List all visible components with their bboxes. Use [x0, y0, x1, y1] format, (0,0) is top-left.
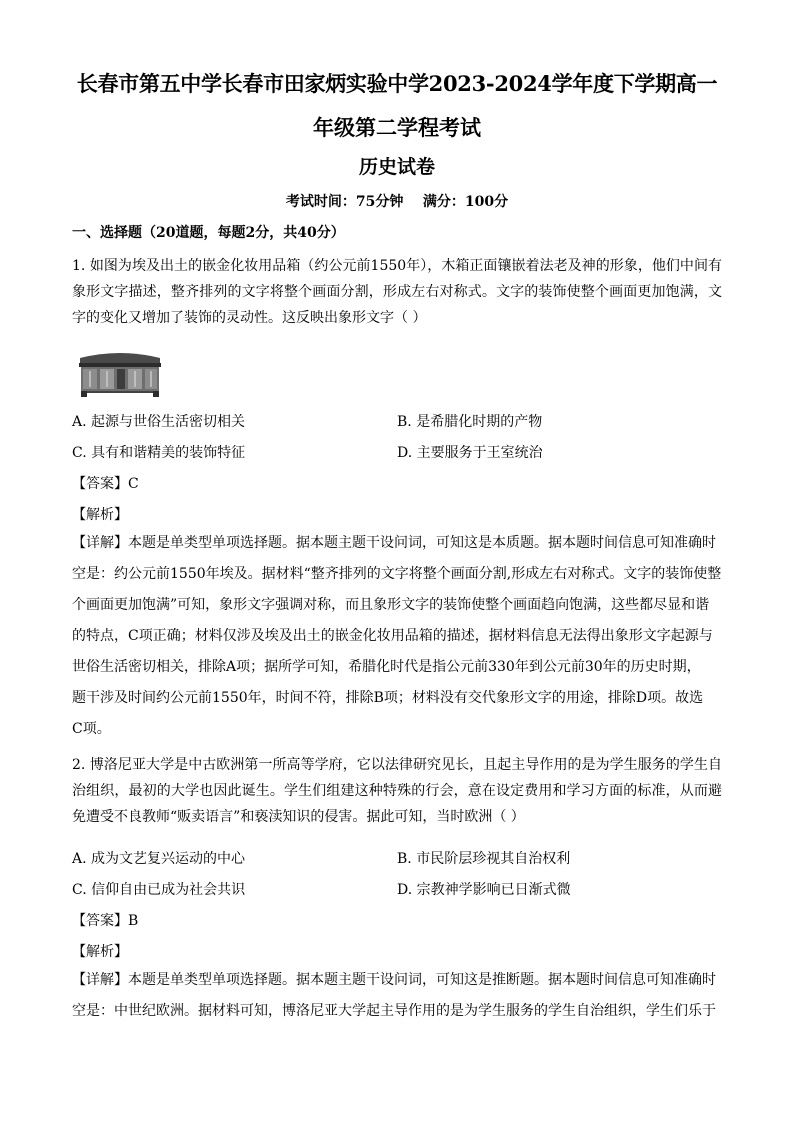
exam-title-line2: 年级第二学程考试: [313, 115, 481, 140]
question-1-stem: 1. 如图为埃及出土的嵌金化妆用品箱（约公元前1550年），木箱正面镶嵌着法老及神的形象，他们中间有象形文字描述，整齐排列的文字将整个画面分割，形成左右对称式。文字的装饰使整个画面更加饱满，文字的变化又增加了装饰的灵动性。这反映出象形文字（ ）: [72, 258, 722, 326]
q1-detail-line: 的特点，C项正确；材料仅涉及埃及出土的嵌金化妆用品箱的描述，据材料信息无法得出象形文字起源与: [72, 628, 713, 644]
q1-detail-line: 个画面更加饱满”可知，象形文字强调对称，而且象形文字的装饰使整个画面趋向饱满，这些都尽显和谐: [72, 597, 710, 613]
q2-option-a: A. 成为文艺复兴运动的中心: [72, 851, 246, 867]
q2-option-b: B. 市民阶层珍视其自治权利: [397, 851, 571, 867]
q1-detail-line: 题干涉及时间约公元前1550年，时间不符，排除B项；材料没有交代象形文字的用途，排除D项。故选: [72, 690, 704, 706]
q2-detail-line: 【详解】本题是单类型单项选择题。据本题主题干设问词，可知这是推断题。据本题时间信息可知准确时: [72, 972, 716, 988]
exam-info: 考试时间：75分钟 满分：100分: [285, 194, 509, 210]
q1-analysis-label: 【解析】: [72, 507, 128, 523]
q1-option-b: B. 是希腊化时期的产物: [397, 414, 543, 430]
subject-title: 历史试卷: [358, 156, 435, 178]
q1-option-d: D. 主要服务于王室统治: [397, 445, 543, 461]
exam-title-line1: 长春市第五中学长春市田家炳实验中学2023-2024学年度下学期高一: [76, 71, 718, 96]
q1-detail-line: C项。: [72, 721, 111, 737]
q2-detail-line: 空是：中世纪欧洲。据材料可知，博洛尼亚大学起主导作用的是为学生服务的学生自治组织，学生们乐于: [72, 1003, 716, 1019]
section-heading: 一、选择题（20道题，每题2分，共40分）: [72, 225, 345, 241]
q1-detail-line: 世俗生活密切相关，排除A项；据所学可知，希腊化时代是指公元前330年到公元前30年的历史时期，: [72, 659, 701, 675]
q1-answer: 【答案】C: [72, 476, 139, 492]
question-2-stem: 2. 博洛尼亚大学是中古欧洲第一所高等学府，它以法律研究见长，且起主导作用的是为学生服务的学生自治组织，最初的大学也因此诞生。学生们组建这种特殊的行会，意在设定费用和学习方面的标准，从而避免遭受不良教师“贩卖语言”和亵渎知识的侵害。据此可知，当时欧洲（ ）: [72, 757, 722, 825]
q1-option-a: A. 起源与世俗生活密切相关: [72, 414, 246, 430]
cosmetic-chest-image: [74, 348, 166, 398]
q1-detail-line: 空是：约公元前1550年埃及。据材料“整齐排列的文字将整个画面分割,形成左右对称式。文字的装饰使整: [72, 566, 722, 582]
q1-detail-line: 【详解】本题是单类型单项选择题。据本题主题干设问词，可知这是本质题。据本题时间信息可知准确时: [72, 535, 716, 551]
q2-answer: 【答案】B: [72, 913, 139, 929]
q1-option-c: C. 具有和谐精美的装饰特征: [72, 445, 246, 461]
q2-option-d: D. 宗教神学影响已日渐式微: [397, 882, 571, 898]
q2-option-c: C. 信仰自由已成为社会共识: [72, 882, 246, 898]
q2-analysis-label: 【解析】: [72, 944, 128, 960]
